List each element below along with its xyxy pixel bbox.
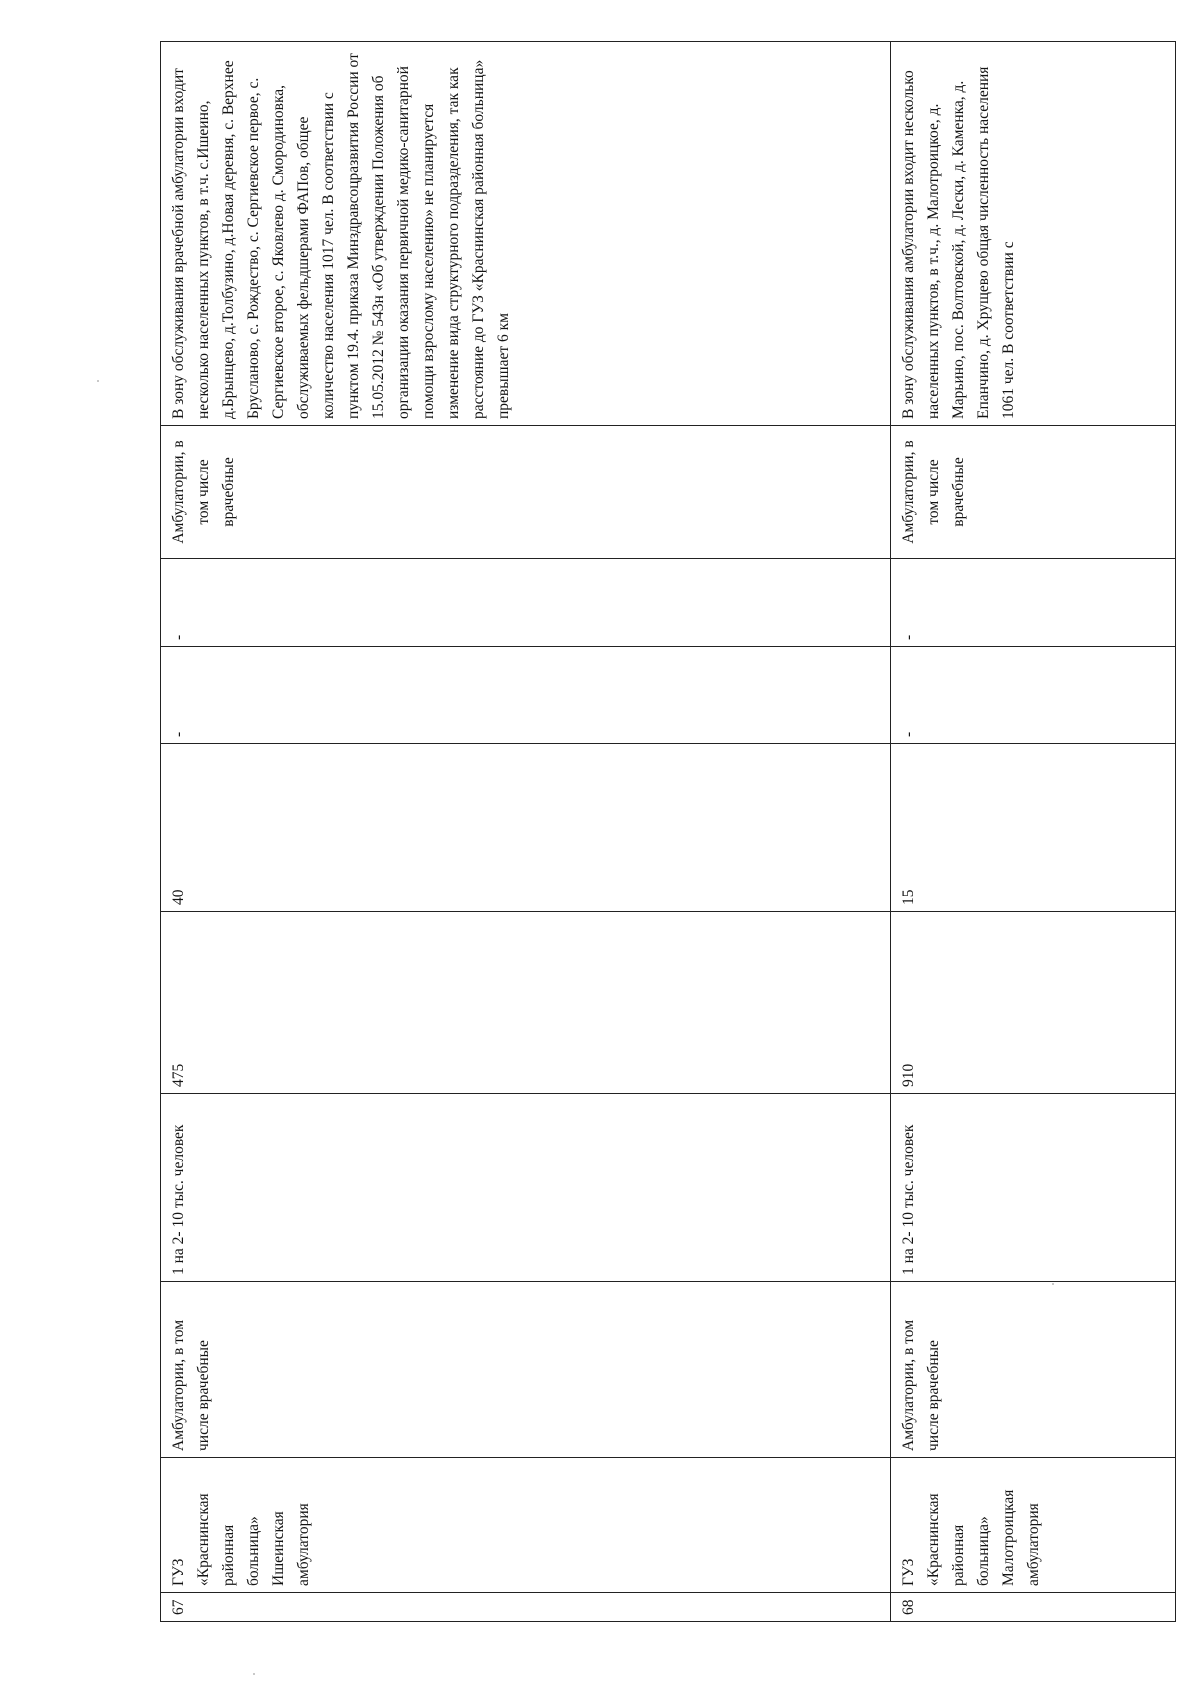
norm-cell: 1 на 2- 10 тыс. человек xyxy=(891,1094,1176,1282)
kind-cell: Амбулатории, в том числе врачебные xyxy=(891,426,1176,559)
value-2-cell: 15 xyxy=(891,744,1176,912)
value-1-cell: 475 xyxy=(161,912,891,1094)
organization-cell: ГУЗ «Краснинская районная больница» Малотроицкая амбулатория xyxy=(891,1458,1176,1593)
value-1-cell: 910 xyxy=(891,912,1176,1094)
facilities-table xyxy=(160,41,1176,1622)
row-number: 67 xyxy=(161,1593,891,1622)
facility-type-cell: Амбулатории, в том числе врачебные xyxy=(161,1282,891,1458)
value-2-cell: 40 xyxy=(161,744,891,912)
row-number: 68 xyxy=(891,1593,1176,1622)
facility-type-cell: Амбулатории, в том числе врачебные xyxy=(891,1282,1176,1458)
scan-speck xyxy=(253,1673,255,1675)
value-4-cell: - xyxy=(161,559,891,647)
value-3-cell: - xyxy=(161,647,891,744)
scan-speck xyxy=(1052,1283,1054,1285)
value-3-cell: - xyxy=(891,647,1176,744)
kind-cell: Амбулатории, в том числе врачебные xyxy=(161,426,891,559)
organization-cell: ГУЗ «Краснинская районная больница» Ишеинская амбулатория xyxy=(161,1458,891,1593)
value-4-cell: - xyxy=(891,559,1176,647)
table-row xyxy=(891,42,1176,1622)
rotated-page xyxy=(160,42,1175,1622)
norm-cell: 1 на 2- 10 тыс. человек xyxy=(161,1094,891,1282)
note-cell: В зону обслуживания врачебной амбулатории входит несколько населенных пунктов, в т.ч. с.Ишеино, д.Брынцево, д.Толбузино, д.Новая деревня, с. Верхнее Брусланово, с. Рождество, с. Сергиевское первое, с. Сергиевское второе, с. Яковлево д. Смородиновка, обслуживаемых фельдшерами ФАПов, общее количество населения 1017 чел. В соответствии с пунктом 19.4. приказа Минздравсоцразвития России от 15.05.2012 № 543н «Об утверждении Положения об организации оказания первичной медико-санитарной помощи взрослому населению» не планируется изменение вида структурного подразделения, так как расстояние до ГУЗ «Краснинская районная больница» превышает 6 км xyxy=(161,42,891,426)
note-cell: В зону обслуживания амбулатории входит несколько населенных пунктов, в т.ч., д. Малотроицкое, д. Марьино, пос. Волтовской, д. Лески, д. Каменка, д. Епанчино, д. Хрущево общая численность населения 1061 чел. В соответствии с xyxy=(891,42,1176,426)
scan-speck xyxy=(97,380,99,382)
table-row xyxy=(161,42,891,1622)
